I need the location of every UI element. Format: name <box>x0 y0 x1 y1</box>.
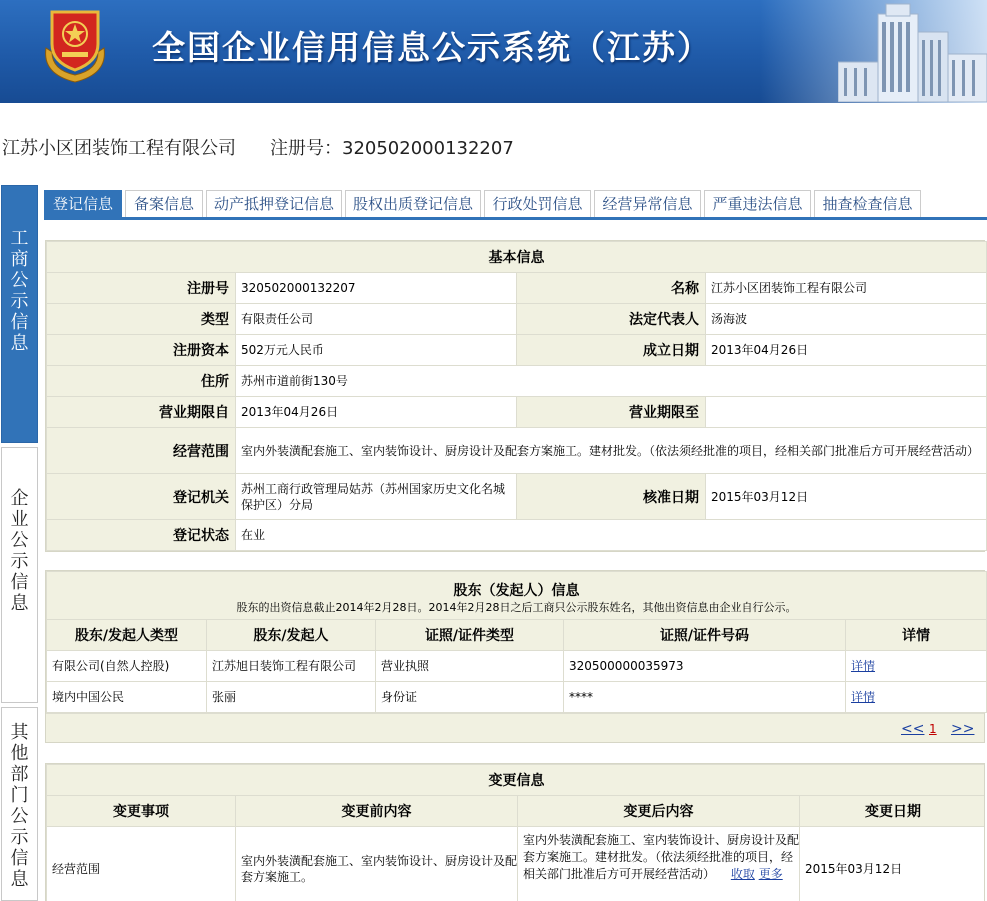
change-after: 室内外装潢配套施工、室内装饰设计、厨房设计及配套方案施工。建材批发。（依法须经批准的项目，经相关部门批准后方可开展经营活动） <box>523 833 800 881</box>
tab-chattel-mortgage[interactable]: 动产抵押登记信息 <box>206 190 342 217</box>
tab-admin-penalty[interactable]: 行政处罚信息 <box>484 190 591 217</box>
holder-id-no: **** <box>564 682 846 713</box>
collapse-link[interactable]: 收取 <box>730 867 755 881</box>
term-from-label: 营业期限自 <box>47 397 236 428</box>
pager-prev-button[interactable]: << <box>901 721 925 737</box>
status-value: 在业 <box>236 520 987 551</box>
legal-rep-value: 汤海波 <box>706 304 987 335</box>
holder-header-detail: 详情 <box>846 620 987 651</box>
company-name: 江苏小区团装饰工程有限公司 <box>2 138 236 159</box>
table-row <box>47 682 987 713</box>
change-item: 经营范围 <box>47 827 236 901</box>
scope-value: 室内外装潢配套施工、室内装饰设计、厨房设计及配套方案施工。建材批发。（依法须经批准的项目，经相关部门批准后方可开展经营活动） <box>236 428 987 474</box>
tab-abnormal-operation[interactable]: 经营异常信息 <box>594 190 701 217</box>
side-tab-business-publicity[interactable]: 工商公示信息 <box>1 185 38 443</box>
capital-label: 注册资本 <box>47 335 236 366</box>
holder-detail-link[interactable]: 详情 <box>851 690 876 704</box>
holder-header-id-no: 证照/证件号码 <box>564 620 846 651</box>
change-date: 2015年03月12日 <box>800 827 986 901</box>
change-header-date: 变更日期 <box>800 796 986 827</box>
holder-id-no: 320500000035973 <box>564 651 846 682</box>
founded-value: 2013年04月26日 <box>706 335 987 366</box>
side-tab-enterprise-publicity[interactable]: 企业公示信息 <box>1 447 38 703</box>
site-header <box>0 0 987 103</box>
site-title: 全国企业信用信息公示系统（江苏） <box>152 28 712 67</box>
holder-pager <box>46 713 984 742</box>
holder-header-name: 股东/发起人 <box>207 620 376 651</box>
change-header-item: 变更事项 <box>47 796 236 827</box>
shareholder-title: 股东（发起人）信息 <box>453 583 580 599</box>
holder-name: 张丽 <box>207 682 376 713</box>
change-header-before: 变更前内容 <box>236 796 518 827</box>
pager-next-button[interactable]: >> <box>951 721 975 737</box>
side-tab-other-dept-publicity[interactable]: 其他部门公示信息 <box>1 707 38 901</box>
tab-registration[interactable]: 登记信息 <box>44 190 122 217</box>
shareholder-panel <box>45 570 985 743</box>
tab-serious-violation[interactable]: 严重违法信息 <box>704 190 811 217</box>
term-to-label: 营业期限至 <box>517 397 706 428</box>
reg-no-label: 注册号 <box>47 273 236 304</box>
tab-equity-pledge[interactable]: 股权出质登记信息 <box>345 190 481 217</box>
address-label: 住所 <box>47 366 236 397</box>
term-from-value: 2013年04月26日 <box>236 397 517 428</box>
address-value: 苏州市道前街130号 <box>236 366 987 397</box>
type-label: 类型 <box>47 304 236 335</box>
name-label: 名称 <box>517 273 706 304</box>
holder-id-type: 营业执照 <box>376 651 564 682</box>
change-header-after: 变更后内容 <box>518 796 800 827</box>
company-summary <box>0 134 987 160</box>
holder-type: 有限公司(自然人控股) <box>47 651 207 682</box>
table-row <box>47 827 986 901</box>
building-illustration-icon <box>838 2 987 102</box>
capital-value: 502万元人民币 <box>236 335 517 366</box>
scope-label: 经营范围 <box>47 428 236 474</box>
more-link[interactable]: 更多 <box>758 867 783 881</box>
name-value: 江苏小区团装饰工程有限公司 <box>706 273 987 304</box>
authority-value: 苏州工商行政管理局姑苏（苏州国家历史文化名城保护区）分局 <box>236 474 517 520</box>
legal-rep-label: 法定代表人 <box>517 304 706 335</box>
holder-header-type: 股东/发起人类型 <box>47 620 207 651</box>
table-row <box>47 651 987 682</box>
reg-no-value: 320502000132207 <box>236 273 517 304</box>
registration-number: 注册号：320502000132207 <box>270 138 514 159</box>
authority-label: 登记机关 <box>47 474 236 520</box>
change-before: 室内外装潢配套施工、室内装饰设计、厨房设计及配套方案施工。 <box>236 827 518 901</box>
holder-detail-link[interactable]: 详情 <box>851 659 876 673</box>
status-label: 登记状态 <box>47 520 236 551</box>
type-value: 有限责任公司 <box>236 304 517 335</box>
change-info-panel <box>45 763 985 901</box>
tab-filing[interactable]: 备案信息 <box>125 190 203 217</box>
info-tabs <box>44 190 987 220</box>
approved-value: 2015年03月12日 <box>706 474 987 520</box>
national-emblem-icon <box>38 4 112 86</box>
pager-page-1[interactable]: 1 <box>929 722 937 736</box>
holder-header-id-type: 证照/证件类型 <box>376 620 564 651</box>
shareholder-note: 股东的出资信息截止2014年2月28日。2014年2月28日之后工商只公示股东姓名，其他出资信息由企业自行公示。 <box>236 601 797 614</box>
holder-name: 江苏旭日装饰工程有限公司 <box>207 651 376 682</box>
founded-label: 成立日期 <box>517 335 706 366</box>
holder-id-type: 身份证 <box>376 682 564 713</box>
change-info-title: 变更信息 <box>47 765 986 796</box>
basic-info-panel <box>45 240 985 552</box>
approved-label: 核准日期 <box>517 474 706 520</box>
tab-spot-check[interactable]: 抽查检查信息 <box>814 190 921 217</box>
holder-type: 境内中国公民 <box>47 682 207 713</box>
term-to-value <box>706 397 987 428</box>
basic-info-title: 基本信息 <box>47 242 987 273</box>
